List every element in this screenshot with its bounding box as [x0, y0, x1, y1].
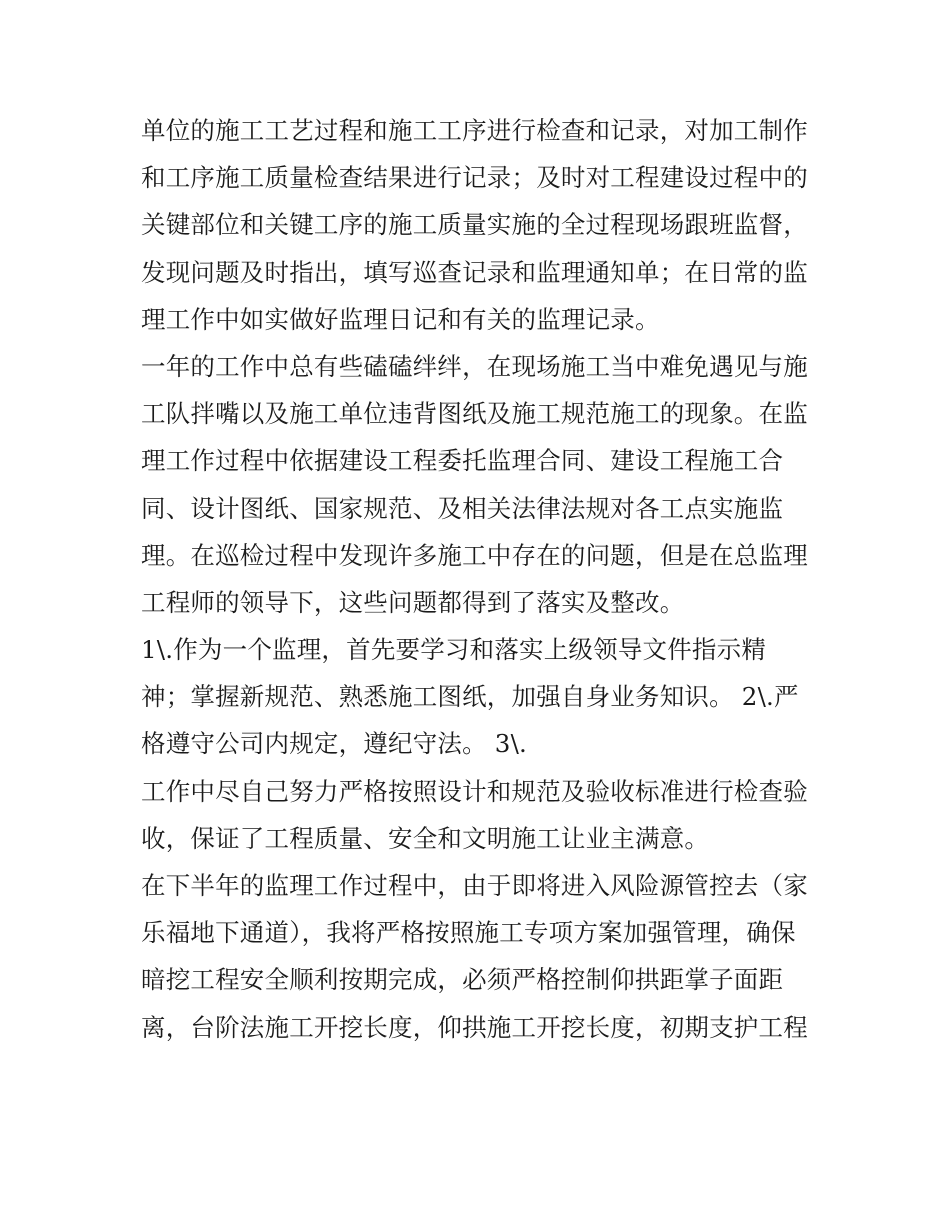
text-line: 暗挖工程安全顺利按期完成，必须严格控制仰拱距掌子面距: [141, 965, 784, 995]
text-line: 乐福地下通道），我将严格按照施工专项方案加强管理，确保: [141, 918, 796, 948]
text-line: 格遵守公司内规定，遵纪守法。 3\.: [141, 729, 528, 759]
text-line: 离，台阶法施工开挖长度，仰拱施工开挖长度，初期支护工程: [141, 1012, 808, 1042]
text-line: 在下半年的监理工作过程中，由于即将进入风险源管控去（家: [141, 871, 808, 900]
text-line: 关键部位和关键工序的施工质量实施的全过程现场跟班监督，: [141, 210, 808, 240]
text-line: 发现问题及时指出，填写巡查记录和监理通知单；在日常的监: [141, 257, 808, 287]
text-line: 工程师的领导下，这些问题都得到了落实及整改。: [141, 587, 685, 617]
text-line: 工作中尽自己努力严格按照设计和规范及验收标准进行检查验: [141, 776, 808, 806]
text-line: 一年的工作中总有些磕磕绊绊，在现场施工当中难免遇见与施: [141, 351, 808, 381]
text-line: 收，保证了工程质量、安全和文明施工让业主满意。: [141, 823, 710, 853]
text-line: 理工作中如实做好监理日记和有关的监理记录。: [141, 304, 660, 334]
text-line: 理。在巡检过程中发现许多施工中存在的问题，但是在总监理: [141, 540, 808, 570]
text-line: 和工序施工质量检查结果进行记录；及时对工程建设过程中的: [141, 163, 808, 193]
text-line: 1\.作为一个监理，首先要学习和落实上级领导文件指示精: [141, 635, 767, 665]
text-line: 神；掌握新规范、熟悉施工图纸，加强自身业务知识。 2\.严: [141, 682, 799, 712]
text-line: 工队拌嘴以及施工单位违背图纸及施工规范施工的现象。在监: [141, 399, 808, 429]
document-body: [141, 107, 821, 1051]
text-line: 单位的施工工艺过程和施工工序进行检查和记录，对加工制作: [141, 116, 808, 145]
text-line: 理工作过程中依据建设工程委托监理合同、建设工程施工合: [141, 446, 784, 476]
text-line: 同、设计图纸、国家规范、及相关法律法规对各工点实施监: [141, 493, 784, 523]
